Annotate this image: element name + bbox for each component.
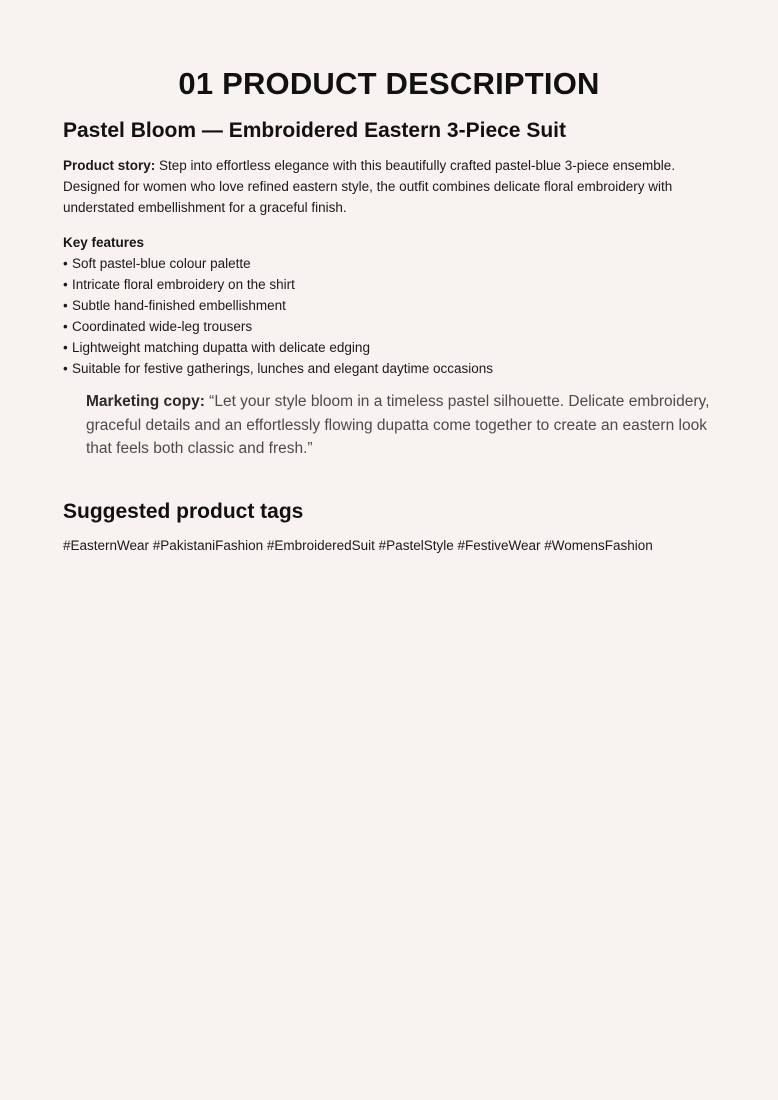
key-features-list	[63, 253, 715, 379]
key-features-heading: Key features	[63, 235, 145, 250]
suggested-tags-heading: Suggested product tags	[63, 499, 304, 523]
bullet-icon: •	[63, 361, 68, 376]
bullet-icon: •	[63, 340, 68, 355]
page-title: 01 PRODUCT DESCRIPTION	[178, 66, 600, 101]
list-item: • Subtle hand-finished embellishment	[63, 295, 715, 316]
list-item: • Lightweight matching dupatta with delicate edging	[63, 337, 715, 358]
product-story-label: Product story:	[63, 158, 156, 173]
bullet-icon: •	[63, 298, 68, 313]
list-item: • Coordinated wide-leg trousers	[63, 316, 715, 337]
marketing-copy-label: Marketing copy:	[86, 393, 205, 410]
bullet-icon: •	[63, 319, 68, 334]
bullet-icon: •	[63, 256, 68, 271]
list-item: • Soft pastel-blue colour palette	[63, 253, 715, 274]
product-name-heading: Pastel Bloom — Embroidered Eastern 3-Piece Suit	[63, 119, 566, 142]
marketing-copy-text: “Let your style bloom in a timeless pastel silhouette. Delicate embroidery, graceful details and an effortlessly flowing dupatta come together to create an eastern look that feels both classic and fresh.”	[86, 393, 710, 457]
product-story-text: Step into effortless elegance with this beautifully crafted pastel-blue 3-piece ensemble. Designed for women who love refined eastern style, the outfit combines delicate floral embroidery with understated embellishment for a graceful finish.	[63, 158, 676, 215]
product-tags-text: #EasternWear #PakistaniFashion #EmbroideredSuit #PastelStyle #FestiveWear #WomensFashion	[63, 537, 653, 553]
marketing-copy-paragraph	[86, 390, 715, 461]
list-item: • Suitable for festive gatherings, lunches and elegant daytime occasions	[63, 358, 715, 379]
list-item: • Intricate floral embroidery on the shirt	[63, 274, 715, 295]
bullet-icon: •	[63, 277, 68, 292]
product-story-paragraph	[63, 155, 715, 218]
